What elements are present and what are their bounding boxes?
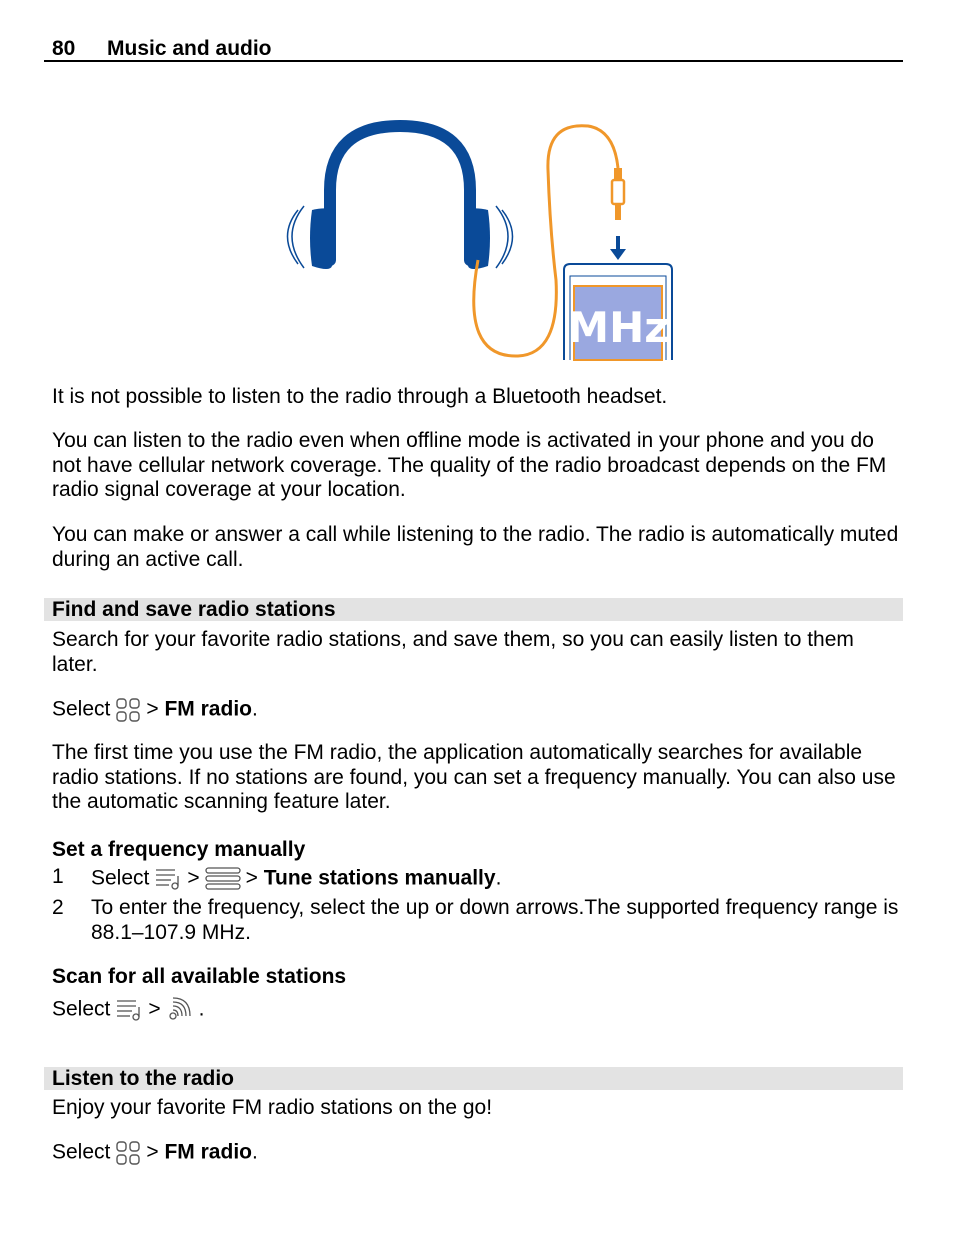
menu-lines-icon <box>204 865 242 893</box>
instruction-scan <box>52 996 902 1024</box>
paragraph-find-desc: Search for your favorite radio stations, and save them, so you can easily listen to them later. <box>52 628 854 676</box>
select-word: Select <box>52 997 111 1021</box>
menu-item-fm-radio: FM radio <box>164 697 252 721</box>
instruction-select-fm-radio <box>52 697 902 723</box>
period: . <box>495 866 502 890</box>
paragraph-bluetooth-note: It is not possible to listen to the radio through a Bluetooth headset. <box>52 385 668 408</box>
select-word: Select <box>91 866 150 890</box>
paragraph-offline-mode: You can listen to the radio even when offline mode is activated in your phone and you do not have cellular network coverage. The quality of the radio broadcast depends on the FM radio signal coverage at your location. <box>52 429 887 501</box>
applications-menu-icon <box>114 1140 142 1166</box>
arrow-separator: > <box>187 866 200 890</box>
select-word: Select <box>52 697 111 721</box>
paragraph-listen-desc: Enjoy your favorite FM radio stations on the go! <box>52 1096 493 1119</box>
select-word: Select <box>52 1140 111 1164</box>
section-title-listen: Listen to the radio <box>52 1067 235 1090</box>
arrow-separator: > <box>146 1140 159 1164</box>
section-title-find: Find and save radio stations <box>52 598 336 621</box>
paragraph-call-mute: You can make or answer a call while listening to the radio. The radio is automatically muted during an active call. <box>52 523 899 571</box>
options-list-icon <box>153 865 183 893</box>
menu-item-tune-stations: Tune stations manually <box>263 866 496 890</box>
period: . <box>251 1140 258 1164</box>
section-header-listen <box>44 1067 903 1090</box>
mhz-display-text: MHz <box>567 303 669 352</box>
step-number-1: 1 <box>52 865 64 888</box>
page-number: 80 <box>52 37 76 60</box>
down-arrow-icon <box>610 236 626 260</box>
instruction-select-fm-radio-2 <box>52 1140 902 1166</box>
headset-icon <box>288 126 513 269</box>
headset-radio-illustration <box>260 110 700 366</box>
phone-device <box>564 264 672 360</box>
period: . <box>198 997 205 1021</box>
paragraph-first-time: The first time you use the FM radio, the application automatically searches for available radio stations. If no stations are found, you can set a frequency manually. You can also use the automatic scanning feature later. <box>52 741 896 813</box>
page-header <box>44 36 903 62</box>
period: . <box>251 697 258 721</box>
subheading-manual-frequency: Set a frequency manually <box>52 838 306 861</box>
arrow-separator: > <box>146 697 159 721</box>
step-1 <box>91 865 901 893</box>
options-list-icon <box>114 996 144 1024</box>
arrow-separator: > <box>245 866 258 890</box>
scan-antenna-icon <box>165 996 195 1024</box>
menu-item-fm-radio: FM radio <box>164 1140 252 1164</box>
arrow-separator: > <box>148 997 161 1021</box>
section-title: Music and audio <box>107 37 272 60</box>
applications-menu-icon <box>114 697 142 723</box>
step-2: To enter the frequency, select the up or down arrows.The supported frequency range is 88.1–107.9 MHz. <box>91 896 899 944</box>
section-header-find <box>44 598 903 621</box>
subheading-scan: Scan for all available stations <box>52 965 347 988</box>
step-number-2: 2 <box>52 896 64 919</box>
